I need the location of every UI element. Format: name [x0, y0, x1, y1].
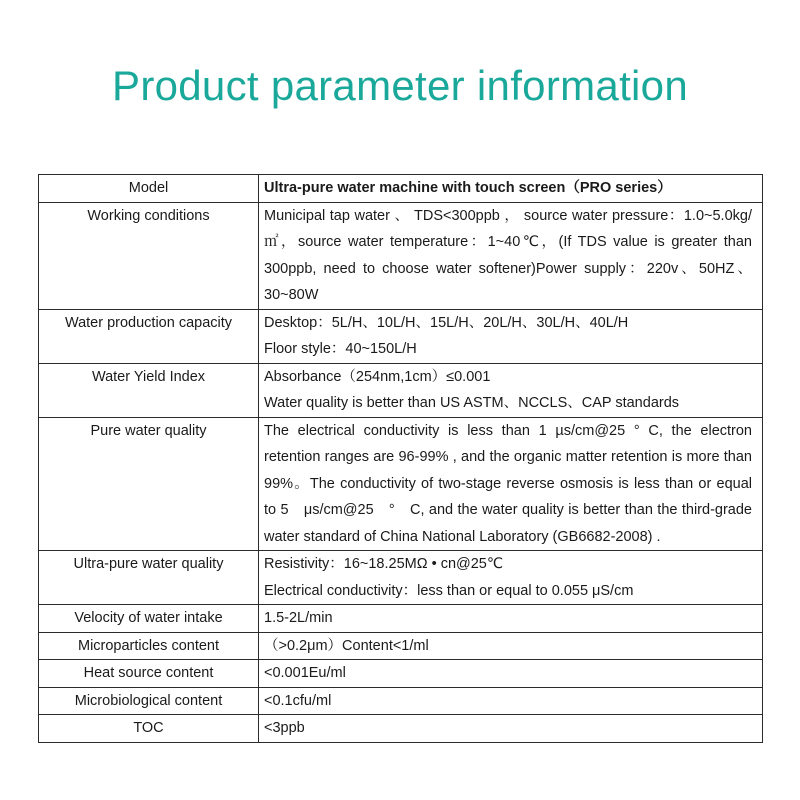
row-label: Water production capacity [39, 309, 259, 363]
value-line: Ultra-pure water machine with touch screen（PRO series） [264, 180, 672, 196]
row-label: Model [39, 175, 259, 203]
row-value [259, 660, 763, 688]
row-value [259, 309, 763, 363]
row-value [259, 363, 763, 417]
value-line: Desktop：5L/H、10L/H、15L/H、20L/H、30L/H、40L/H [264, 314, 629, 331]
row-value [259, 687, 763, 715]
table-row-model [39, 175, 763, 203]
table-row-microparticles [39, 632, 763, 660]
value-line: Resistivity：16~18.25MΩ • cn@25℃ [264, 556, 504, 572]
row-label: Ultra-pure water quality [39, 551, 259, 605]
page-title: Product parameter information [112, 62, 688, 109]
value-line: 1.5-2L/min [264, 610, 333, 626]
row-label: Velocity of water intake [39, 605, 259, 633]
table-row-water-yield-index [39, 363, 763, 417]
parameter-table [38, 174, 763, 743]
value-line: Floor style：40~150L/H [264, 341, 417, 357]
row-label: Heat source content [39, 660, 259, 688]
row-value [259, 551, 763, 605]
value-line: Absorbance（254nm,1cm）≤0.001 [264, 368, 491, 385]
row-value [259, 417, 763, 551]
table-row-pure-water-quality [39, 417, 763, 551]
table-row-ultra-pure-water-quality [39, 551, 763, 605]
table-row-toc [39, 715, 763, 743]
row-label: Microbiological content [39, 687, 259, 715]
table-row-production-capacity [39, 309, 763, 363]
table-row-working-conditions [39, 202, 763, 309]
value-line: Electrical conductivity：less than or equal to 0.055 μS/cm [264, 582, 634, 599]
row-value [259, 632, 763, 660]
value-line: The electrical conductivity is less than 1 µs/cm@25 ° C, the electron retention ranges are 96-99% , and the organic matter retention is more than 99%。The conductivity of two-stage reverse osmosis is less than or equal to 5 μs/cm@25 ° C, and the water quality is better than the third-grade water standard of China National Laboratory (GB6682-2008) . [264, 422, 752, 545]
row-label: Water Yield Index [39, 363, 259, 417]
table-row-microbiological [39, 687, 763, 715]
row-label: TOC [39, 715, 259, 743]
row-label: Pure water quality [39, 417, 259, 551]
table-row-heat-source [39, 660, 763, 688]
value-line: Water quality is better than US ASTM、NCCLS、CAP standards [264, 395, 680, 411]
row-value [259, 715, 763, 743]
row-label: Microparticles content [39, 632, 259, 660]
value-line: Municipal tap water 、 TDS<300ppb ， source water pressure：1.0~5.0kg/㎡，source water temperature：1~40℃，(If TDS value is greater than 300ppb, need to choose water softener)Power supply：220v、50HZ、30~80W [264, 207, 752, 303]
row-value [259, 175, 763, 203]
value-line: <0.1cfu/ml [264, 692, 332, 709]
value-line: （>0.2μm）Content<1/ml [264, 637, 429, 654]
row-value [259, 202, 763, 309]
table-row-water-intake [39, 605, 763, 633]
value-line: <3ppb [264, 720, 305, 736]
row-label: Working conditions [39, 202, 259, 309]
row-value [259, 605, 763, 633]
value-line: <0.001Eu/ml [264, 665, 346, 681]
